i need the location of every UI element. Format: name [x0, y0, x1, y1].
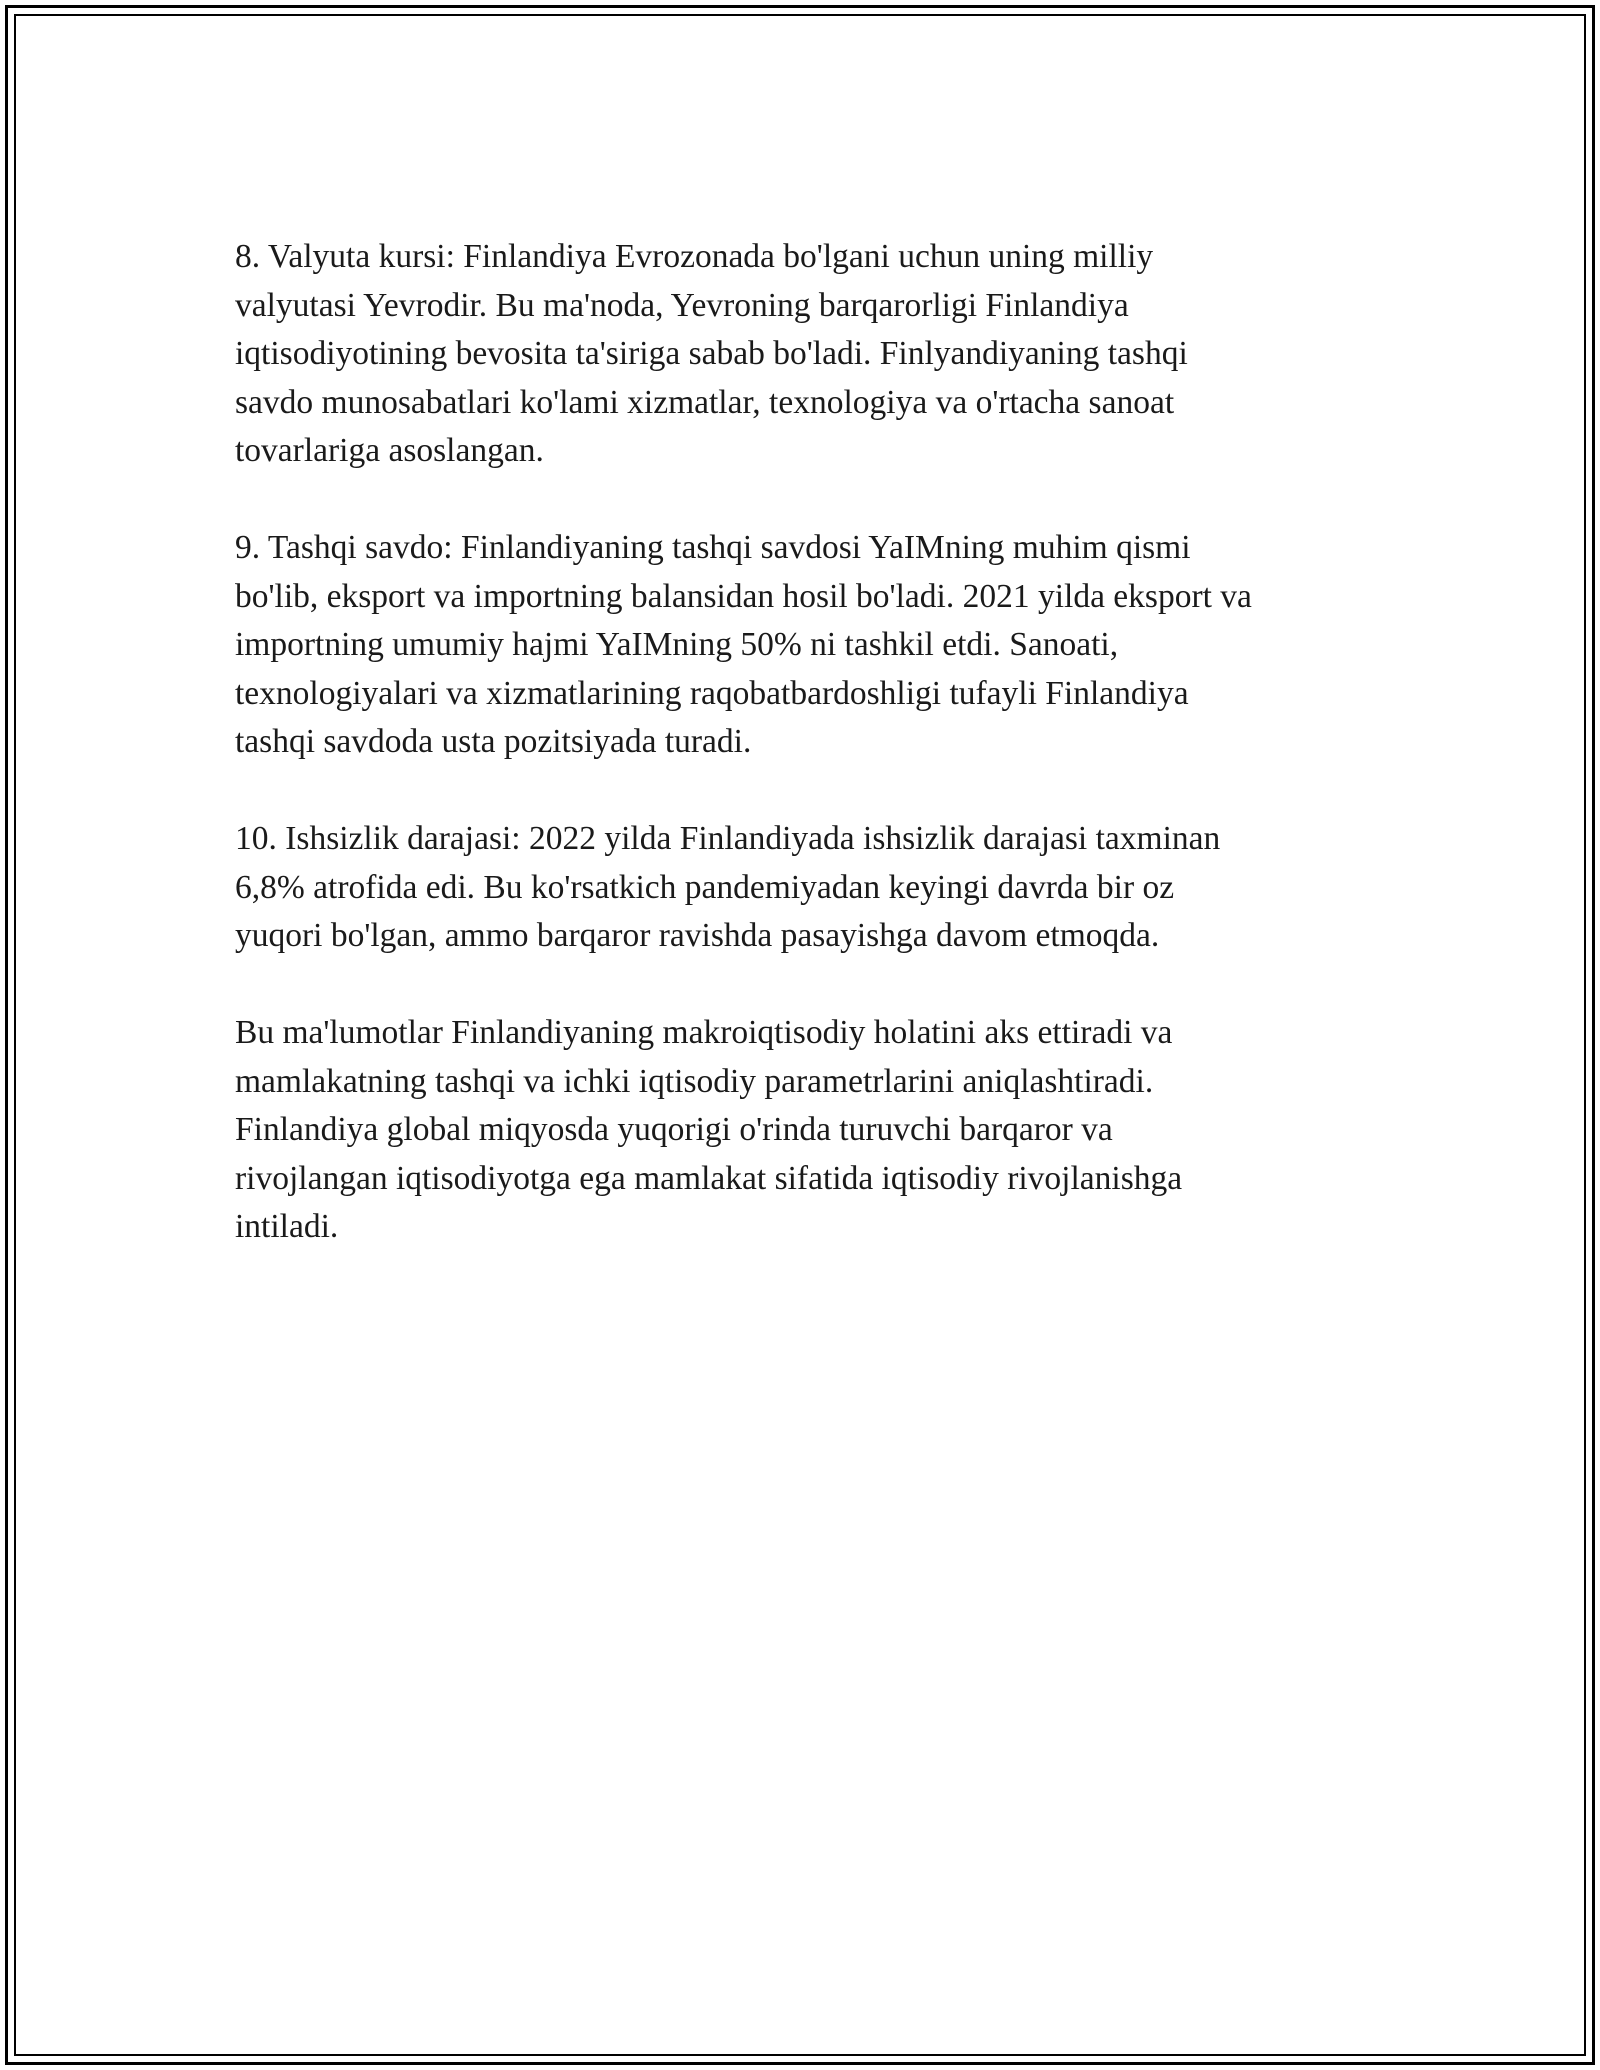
text-line: tashqi savdoda usta pozitsiyada turadi.: [235, 723, 752, 760]
text-line: Finlandiya global miqyosda yuqorigi o'rinda turuvchi barqaror va: [235, 1111, 1113, 1148]
text-line: rivojlangan iqtisodiyotga ega mamlakat sifatida iqtisodiy rivojlanishga: [235, 1159, 1183, 1197]
text-line: 9. Tashqi savdo: Finlandiyaning tashqi savdosi YaIMning muhim qismi: [235, 529, 1191, 566]
text-line: 8. Valyuta kursi: Finlandiya Evrozonada bo'lgani uchun uning milliy: [235, 238, 1154, 275]
text-line: iqtisodiyotining bevosita ta'siriga sabab bo'ladi. Finlyandiyaning tashqi: [235, 335, 1188, 372]
text-line: intiladi.: [235, 1208, 339, 1245]
text-line: bo'lib, eksport va importning balansidan hosil bo'ladi. 2021 yilda eksport va: [235, 577, 1252, 615]
paragraph-foreign-trade: [235, 524, 1365, 767]
paragraph-unemployment: [235, 815, 1365, 961]
text-line: savdo munosabatlari ko'lami xizmatlar, texnologiya va o'rtacha sanoat: [235, 383, 1175, 421]
text-line: valyutasi Yevrodir. Bu ma'noda, Yevroning barqarorligi Finlandiya: [235, 286, 1129, 324]
text-line: mamlakatning tashqi va ichki iqtisodiy parametrlarini aniqlashtiradi.: [235, 1062, 1154, 1100]
document-body: [235, 233, 1365, 1300]
text-line: Bu ma'lumotlar Finlandiyaning makroiqtisodiy holatini aks ettiradi va: [235, 1014, 1173, 1051]
paragraph-conclusion: [235, 1009, 1365, 1252]
paragraph-exchange-rate: [235, 233, 1365, 476]
text-line: 10. Ishsizlik darajasi: 2022 yilda Finlandiyada ishsizlik darajasi taxminan: [235, 820, 1221, 857]
text-line: texnologiyalari va xizmatlarining raqobatbardoshligi tufayli Finlandiya: [235, 674, 1189, 712]
text-line: importning umumiy hajmi YaIMning 50% ni tashkil etdi. Sanoati,: [235, 626, 1119, 663]
text-line: 6,8% atrofida edi. Bu ko'rsatkich pandemiyadan keyingi davrda bir oz: [235, 868, 1175, 906]
text-line: yuqori bo'lgan, ammo barqaror ravishda pasayishga davom etmoqda.: [235, 917, 1160, 954]
text-line: tovarlariga asoslangan.: [235, 432, 544, 469]
